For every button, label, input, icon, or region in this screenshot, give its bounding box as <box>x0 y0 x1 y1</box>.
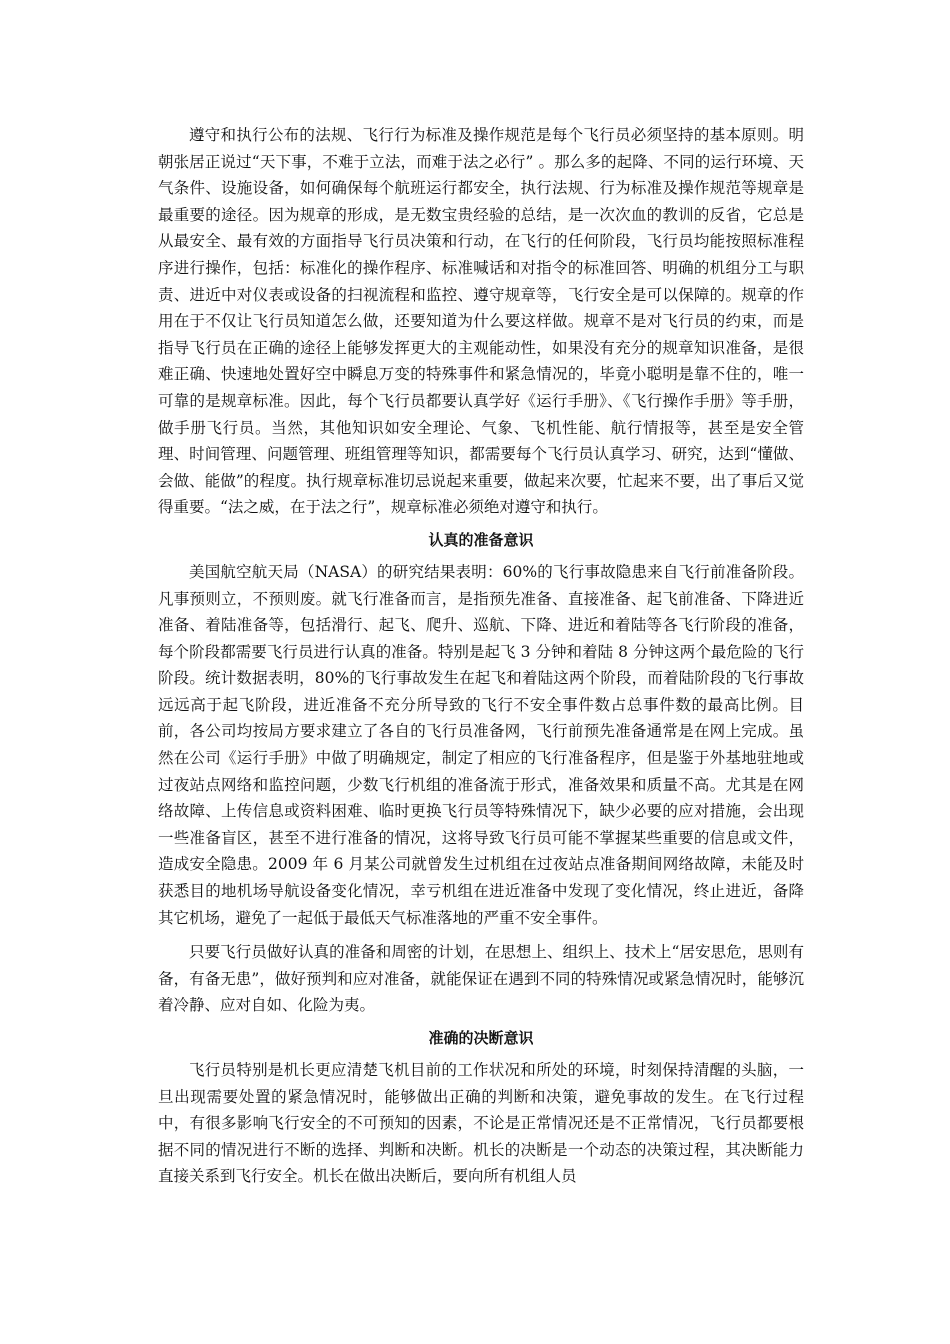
paragraph-preparation-summary: 只要飞行员做好认真的准备和周密的计划，在思想上、组织上、技术上“居安思危，思则有备，有备无患”，做好预判和应对准备，就能保证在遇到不同的特殊情况或紧急情况时，能够沉着冷静、应对自如、化险为夷。 <box>158 943 804 1015</box>
document-body <box>158 122 804 1190</box>
paragraph-decision-making: 飞行员特别是机长更应清楚飞机目前的工作状况和所处的环境，时刻保持清醒的头脑，一旦出现需要处置的紧急情况时，能够做出正确的判断和决策，避免事故的发生。在飞行过程中，有很多影响飞行安全的不可预知的因素，不论是正常情况还是不正常情况，飞行员都要根据不同的情况进行不断的选择、判断和决断。机长的决断是一个动态的决策过程，其决断能力直接关系到飞行安全。机长在做出决断后，要向所有机组人员 <box>158 1061 804 1186</box>
section-heading-decision: 准确的决断意识 <box>428 1029 534 1047</box>
paragraph-preparation-research: 美国航空航天局（NASA）的研究结果表明：60%的飞行事故隐患来自飞行前准备阶段。凡事预则立，不预则废。就飞行准备而言，是指预先准备、直接准备、起飞前准备、下降进近准备、着陆准备等，包括滑行、起飞、爬升、巡航、下降、进近和着陆等各飞行阶段的准备，每个阶段都需要飞行员进行认真的准备。特别是起飞 3 分钟和着陆 8 分钟这两个最危险的飞行阶段。统计数据表明，80%的飞行事故发生在起飞和着陆这两个阶段，而着陆阶段的飞行事故远远高于起飞阶段，进近准备不充分所导致的飞行不安全事件数占总事件数的最高比例。目前，各公司均按局方要求建立了各自的飞行员准备网，飞行前预先准备通常是在网上完成。虽然在公司《运行手册》中做了明确规定，制定了相应的飞行准备程序，但是鉴于外基地驻地或过夜站点网络和监控问题，少数飞行机组的准备流于形式，准备效果和质量不高。尤其是在网络故障、上传信息或资料困难、临时更换飞行员等特殊情况下，缺少必要的应对措施，会出现一些准备盲区，甚至不进行准备的情况，这将导致飞行员可能不掌握某些重要的信息或文件，造成安全隐患。2009 年 6 月某公司就曾发生过机组在过夜站点准备期间网络故障，未能及时获悉目的地机场导航设备变化情况，幸亏机组在进近准备中发现了变化情况，终止进近，备降其它机场，避免了一起低于最低天气标准落地的严重不安全事件。 <box>158 562 804 927</box>
paragraph-rules-compliance: 遵守和执行公布的法规、飞行行为标准及操作规范是每个飞行员必须坚持的基本原则。明朝张居正说过“天下事，不难于立法，而难于法之必行” 。那么多的起降、不同的运行环境、天气条件、设施设备，如何确保每个航班运行都安全，执行法规、行为标准及操作规范等规章是最重要的途径。因为规章的形成，是无数宝贵经验的总结，是一次次血的教训的反省，它总是从最安全、最有效的方面指导飞行员决策和行动，在飞行的任何阶段，飞行员均能按照标准程序进行操作，包括：标准化的操作程序、标准喊话和对指令的标准回答、明确的机组分工与职责、进近中对仪表或设备的扫视流程和监控、遵守规章等，飞行安全是可以保障的。规章的作用在于不仅让飞行员知道怎么做，还要知道为什么要这样做。规章不是对飞行员的约束，而是指导飞行员在正确的途径上能够发挥更大的主观能动性，如果没有充分的规章知识准备，是很难正确、快速地处置好空中瞬息万变的特殊事件和紧急情况的，毕竟小聪明是靠不住的，唯一可靠的是规章标准。因此，每个飞行员都要认真学好《运行手册》、《飞行操作手册》等手册，做手册飞行员。当然，其他知识如安全理论、气象、飞机性能、航行情报等，甚至是安全管理、时间管理、问题管理、班组管理等知识，都需要每个飞行员认真学习、研究，达到“懂做、会做、能做”的程度。执行规章标准切忌说起来重要，做起来次要，忙起来不要，出了事后又觉得重要。“法之威，在于法之行”，规章标准必须绝对遵守和执行。 <box>158 126 804 517</box>
section-heading-preparation: 认真的准备意识 <box>428 530 534 549</box>
